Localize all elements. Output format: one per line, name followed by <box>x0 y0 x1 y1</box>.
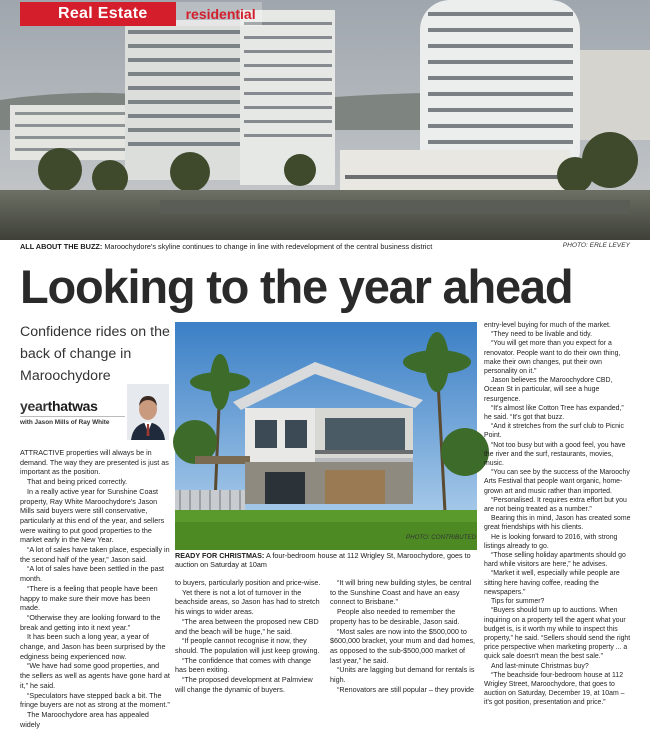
body-paragraph: “Not too busy but with a good feel, you have the river and the surf, restaurants, movies, music. <box>484 441 626 468</box>
section-sub-label: residential <box>176 2 262 26</box>
body-paragraph: Yet there is not a lot of turnover in the beachside areas, so Jason has had to stretch his wings to wider areas. <box>175 587 320 617</box>
body-paragraph: “A lot of sales have been settled in the past month. <box>20 564 165 584</box>
body-paragraph: The Maroochydore area has appealed widely <box>20 709 149 729</box>
body-paragraph: “Market it well, especially while people are sitting here having coffee, reading the newspapers.” <box>484 570 620 596</box>
section-tag <box>20 2 262 26</box>
body-paragraph: “You will get more than you expect for a renovator. People want to do their own thing, make their own changes, put their own personality on it.” <box>484 340 621 376</box>
body-column-4 <box>484 321 632 708</box>
body-paragraph: “The area between the proposed new CBD and the beach will be huge,” he said. <box>175 616 319 636</box>
hero-photo-credit: PHOTO: ERLE LEVEY <box>562 242 630 249</box>
body-paragraph: “We have had some good properties, and the sellers as well as agents have gone hard at it,” he said. <box>20 661 170 690</box>
body-paragraph: It has been such a long year, a year of change, and Jason has been surprised by the edginess being experienced now. <box>20 632 166 661</box>
hero-caption-lead: ALL ABOUT THE BUZZ: <box>20 242 103 251</box>
author-portrait <box>127 384 169 440</box>
column-title <box>20 398 98 414</box>
body-paragraph: “And it stretches from the surf club to Picnic Point. <box>484 423 624 440</box>
section-label: Real Estate <box>20 2 176 26</box>
body-paragraph: “Personalised. It requires extra effort but you are not being treated as a number.” <box>484 496 627 514</box>
body-paragraph: ATTRACTIVE properties will always be in demand. The way they are presented is just as important as the position. <box>20 448 169 477</box>
body-paragraph: to buyers, particularly position and price-wise. <box>175 578 321 587</box>
body-paragraph: And last-minute Christmas buy? <box>491 662 589 670</box>
body-paragraph: Bearing this in mind, Jason has created some great friendships with his clients. <box>484 515 631 532</box>
hero-caption-text: Maroochydore's skyline continues to change in line with redevelopment of the central business district <box>104 242 433 251</box>
body-paragraph: “The beachside four-bedroom house at 112 Wrigley Street, Maroochydore, that goes to auction on Saturday, December 19, at 10am – it's got position, presentation and price.” <box>484 671 625 707</box>
house-photo-credit: PHOTO: CONTRIBUTED <box>405 534 476 541</box>
house-caption <box>175 551 477 570</box>
hero-caption <box>20 242 630 251</box>
body-paragraph: He is looking forward to 2016, with strong listings already to go. <box>484 533 618 550</box>
body-column-2 <box>175 578 321 694</box>
column-header <box>20 380 170 440</box>
body-paragraph: “Most sales are now into the $500,000 to $600,000 bracket, your mum and dad homes, as opposed to the sub-$500,000 market of last year,” he said. <box>330 626 476 665</box>
house-caption-text: A four-bedroom house at 112 Wrigley St, Maroochydore, goes to auction on Saturday at 10am <box>175 551 471 570</box>
body-paragraph: “They need to be livable and tidy. <box>491 331 592 339</box>
hero-photo <box>0 0 650 240</box>
house-caption-lead: READY FOR CHRISTMAS: <box>175 551 265 560</box>
deck: Confidence rides on the back of change in Maroochydore <box>20 324 170 384</box>
body-paragraph: “There is a feeling that people have been happy to make sure their move has been made. <box>20 583 158 613</box>
headline: Looking to the year ahead <box>20 260 573 313</box>
body-paragraph: “If people cannot recognise it now, they should. The population will just keep growing. <box>175 636 320 655</box>
body-paragraph: “Those selling holiday apartments should go hard while visitors are here,” he advises. <box>484 552 626 569</box>
body-paragraph: “It's almost like Cotton Tree has expanded,” he said. “It's got that buzz. <box>484 404 624 422</box>
body-paragraph: Jason believes the Maroochydore CBD, Ocean St in particular, will see a huge resurgence. <box>484 377 613 403</box>
body-paragraph: That and being priced correctly. <box>27 477 128 487</box>
column-title-b: thatwas <box>47 398 98 414</box>
body-column-1 <box>20 448 170 729</box>
house-photo <box>175 322 477 550</box>
body-paragraph: “Buyers should turn up to auctions. When inquiring on a property tell the agent what your budget is, is it worth my while to inspect this property,” he said. “Sellers should send the right price perspective when marketing property ... a quick sale doesn't mean the best sale.” <box>484 607 631 661</box>
body-paragraph: “The confidence that comes with change has been exiting. <box>175 655 312 675</box>
body-paragraph: “You can see by the success of the Maroochy Arts Festival that people want organic, home-grown art and music rather than imported. <box>484 469 630 495</box>
body-paragraph: entry-level buying for much of the market. <box>484 322 611 329</box>
column-byline: with Jason Mills of Ray White <box>20 419 110 426</box>
body-paragraph: “It will bring new building styles, be central to the Sunshine Coast and have an easy connect to Brisbane.” <box>330 578 472 607</box>
body-paragraph: In a really active year for Sunshine Coast property, Ray White Maroochydore's Jason Mills said buyers were still conservative, particularly at this end of the year, and sellers were waiting to put good properties to the market early in the New Year. <box>20 486 165 545</box>
body-paragraph: “Units are lagging but demand for rentals is high. <box>330 665 475 685</box>
body-paragraph: “Renovators are still popular – they provide <box>337 684 475 694</box>
body-paragraph: “Otherwise they are looking forward to the break and getting into it next year.” <box>20 612 161 632</box>
body-paragraph: Tips for summer? <box>491 598 545 606</box>
body-paragraph: People also needed to remember the property has to be desirable, Jason said. <box>330 607 460 626</box>
body-paragraph: “Speculators have stepped back a bit. The fringe buyers are not as strong at the moment.” <box>20 690 170 710</box>
body-paragraph: “A lot of sales have taken place, especially in the second half of the year,” Jason said. <box>20 545 170 564</box>
body-paragraph: “The proposed development at Palmview will change the dynamic of buyers. <box>175 675 313 694</box>
body-column-3 <box>330 578 477 694</box>
column-title-rule <box>20 416 125 417</box>
column-title-a: year <box>20 398 48 414</box>
